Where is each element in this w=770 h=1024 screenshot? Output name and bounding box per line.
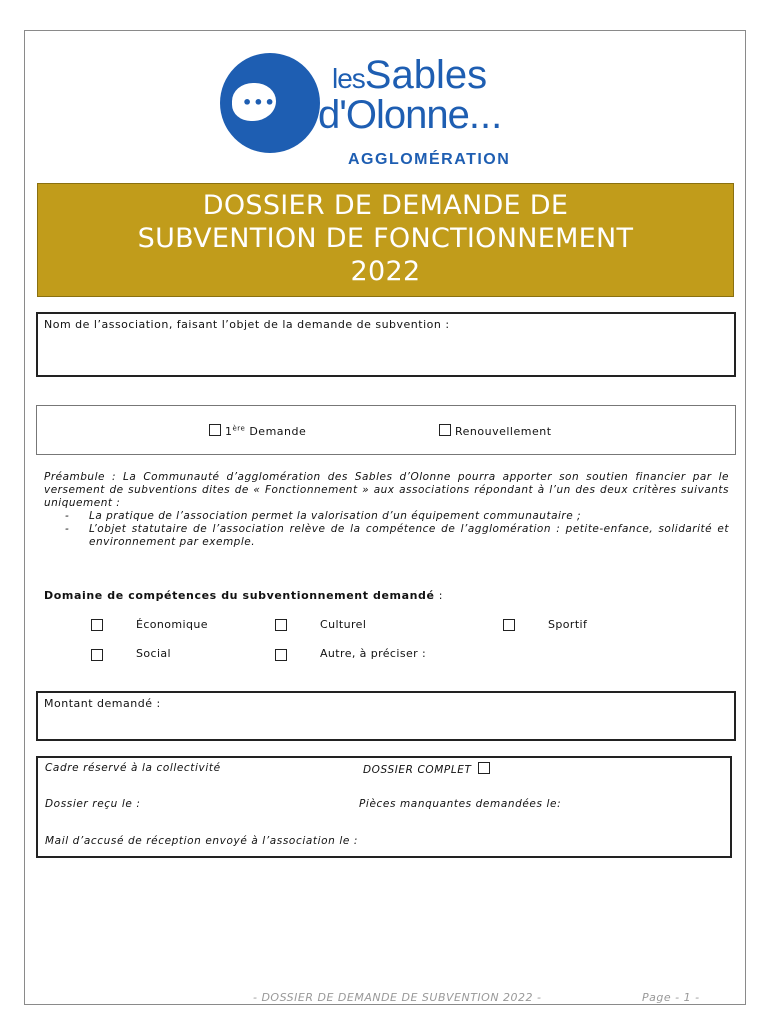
logo-agglomeration: AGGLOMÉRATION — [348, 151, 511, 168]
missing-pieces-field[interactable]: Pièces manquantes demandées le: — [359, 798, 562, 810]
autre-label: Autre, à préciser : — [320, 647, 427, 660]
bullet-text: La pratique de l’association permet la valorisation d’un équipement communautaire ; — [89, 510, 582, 522]
preamble-bullet — [65, 523, 729, 549]
association-name-field[interactable] — [36, 312, 736, 377]
logo-circle-icon — [220, 53, 320, 153]
title-line-3: 2022 — [350, 256, 421, 287]
logo-olonne: d'Olonne — [318, 93, 469, 137]
association-name-label: Nom de l’association, faisant l’objet de la demande de subvention : — [44, 318, 450, 331]
logo-les: les — [332, 63, 365, 94]
renewal-checkbox[interactable] — [439, 424, 451, 436]
social-checkbox[interactable] — [91, 649, 103, 661]
domain-title — [44, 589, 443, 602]
mail-receipt-field[interactable]: Mail d’accusé de réception envoyé à l’association le : — [45, 835, 358, 847]
bullet-text: L’objet statutaire de l’association relève de la compétence de l’agglomération : petite-enfance, solidarité et environnement par exemple. — [89, 523, 729, 548]
footer-page-number: Page - 1 - — [642, 991, 700, 1004]
logo-sables: Sables — [364, 53, 488, 97]
title-banner — [37, 183, 734, 297]
logo-line-2 — [318, 95, 502, 135]
culturel-label: Culturel — [320, 618, 367, 631]
domain-title-text: Domaine de compétences du subventionnement demandé — [44, 589, 435, 602]
renewal-option[interactable] — [439, 424, 552, 438]
dossier-complete-checkbox[interactable] — [478, 762, 490, 774]
footer-title: - DOSSIER DE DEMANDE DE SUBVENTION 2022 - — [253, 991, 542, 1004]
preamble-bullet — [65, 510, 729, 523]
document-page — [24, 30, 746, 1005]
dossier-complete-option[interactable] — [363, 762, 494, 776]
first-request-label: Demande — [245, 425, 307, 438]
bullet-dash: - — [65, 523, 70, 535]
economique-checkbox[interactable] — [91, 619, 103, 631]
request-type-box — [36, 405, 736, 455]
first-request-option[interactable] — [209, 424, 306, 438]
title-line-2: SUBVENTION DE FONCTIONNEMENT — [137, 223, 634, 254]
culturel-checkbox[interactable] — [275, 619, 287, 631]
autre-checkbox[interactable] — [275, 649, 287, 661]
logo-ellipsis: ... — [468, 93, 503, 137]
first-request-sup: ère — [232, 424, 246, 433]
received-date-field[interactable]: Dossier reçu le : — [45, 798, 141, 810]
domain-title-colon: : — [434, 589, 443, 602]
first-request-checkbox[interactable] — [209, 424, 221, 436]
preamble-intro: Préambule : La Communauté d’agglomération des Sables d’Olonne pourra apporter son soutien financier par le versement de subventions dites de « Fonctionnement » aux associations répondant à l’un des deux critères suivants uniquement : — [44, 471, 729, 509]
first-request-num: 1 — [225, 425, 233, 438]
reserved-title: Cadre réservé à la collectivité — [45, 762, 221, 774]
preamble — [44, 471, 729, 549]
reserved-frame — [36, 756, 732, 858]
title-line-1: DOSSIER DE DEMANDE DE — [202, 190, 569, 221]
social-label: Social — [136, 647, 172, 660]
bullet-dash: - — [65, 510, 70, 522]
logo-dots: ••• — [242, 93, 276, 112]
dossier-complete-label: DOSSIER COMPLET — [363, 764, 472, 776]
sportif-checkbox[interactable] — [503, 619, 515, 631]
agglomeration-logo — [220, 51, 560, 176]
renewal-label: Renouvellement — [455, 425, 552, 438]
amount-label: Montant demandé : — [44, 697, 161, 710]
sportif-label: Sportif — [548, 618, 588, 631]
economique-label: Économique — [136, 618, 208, 631]
amount-field[interactable] — [36, 691, 736, 741]
